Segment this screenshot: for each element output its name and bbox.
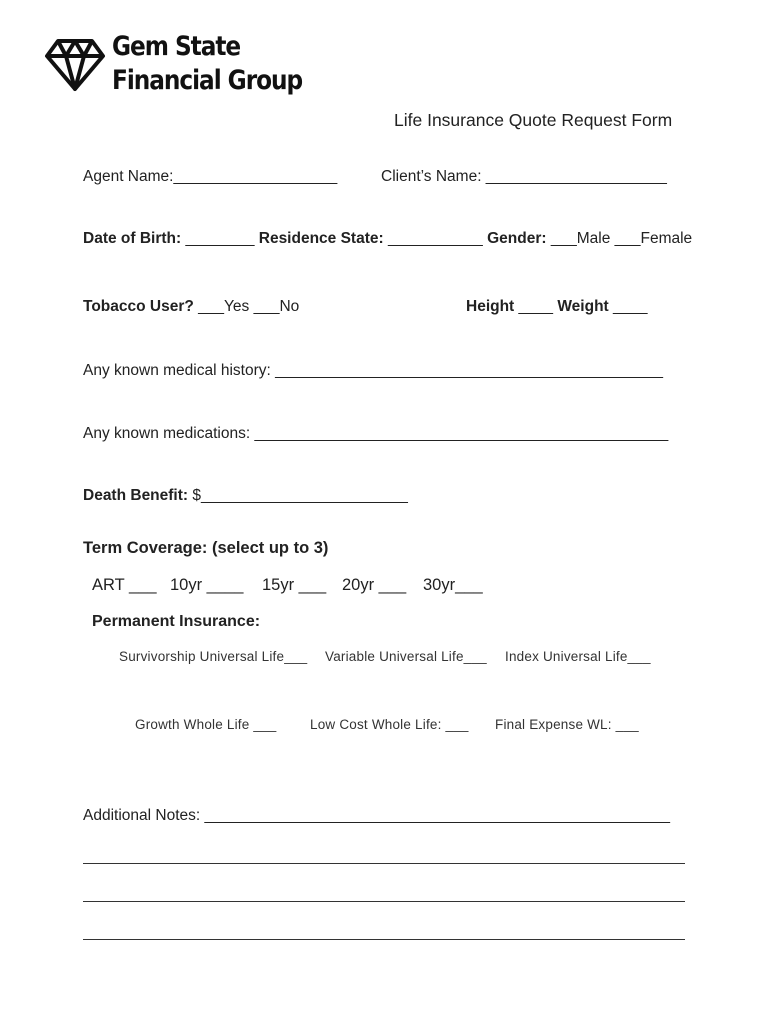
- additional-notes-field[interactable]: Additional Notes: ______________________________________________________: [83, 807, 670, 824]
- brand-name: [112, 30, 302, 98]
- diamond-icon: [44, 38, 106, 92]
- permanent-option-survivorship-ul[interactable]: Survivorship Universal Life___: [119, 649, 308, 664]
- height-label: Height: [466, 298, 515, 315]
- tobacco-options[interactable]: ___Yes ___No: [193, 298, 300, 315]
- term-option-20yr[interactable]: 20yr ___: [342, 576, 407, 594]
- residence-state-label: Residence State:: [258, 230, 384, 247]
- death-benefit-label: Death Benefit:: [83, 487, 189, 504]
- permanent-option-low-cost-wl[interactable]: Low Cost Whole Life: ___: [310, 717, 469, 732]
- notes-line-3[interactable]: [83, 939, 685, 940]
- weight-field[interactable]: ____: [608, 298, 648, 315]
- gender-label: Gender:: [487, 230, 547, 247]
- tobacco-label: Tobacco User?: [83, 298, 194, 315]
- death-benefit-row: [83, 487, 408, 505]
- notes-line-1[interactable]: [83, 863, 685, 864]
- term-option-30yr[interactable]: 30yr___: [423, 576, 483, 594]
- medications-field[interactable]: Any known medications: ________________________________________________: [83, 425, 669, 442]
- term-option-15yr[interactable]: 15yr ___: [262, 576, 327, 594]
- permanent-heading: Permanent Insurance:: [92, 613, 261, 630]
- brand-line-2: Financial Group: [112, 65, 303, 96]
- form-title: Life Insurance Quote Request Form: [394, 110, 673, 130]
- height-weight-row: [466, 298, 648, 316]
- death-benefit-field[interactable]: $________________________: [188, 487, 408, 504]
- permanent-option-final-expense-wl[interactable]: Final Expense WL: ___: [495, 717, 639, 732]
- dob-label: Date of Birth:: [83, 230, 182, 247]
- client-name-field[interactable]: Client’s Name: _____________________: [381, 168, 667, 185]
- term-option-10yr[interactable]: 10yr ____: [170, 576, 244, 594]
- term-coverage-heading: Term Coverage: (select up to 3): [83, 539, 329, 557]
- dob-state-gender-row: [83, 230, 692, 248]
- height-field[interactable]: ____: [514, 298, 558, 315]
- permanent-option-growth-wl[interactable]: Growth Whole Life ___: [135, 717, 277, 732]
- gender-options[interactable]: ___Male ___Female: [546, 230, 693, 247]
- tobacco-row: [83, 298, 299, 316]
- weight-label: Weight: [557, 298, 609, 315]
- brand-line-1: Gem State: [112, 31, 241, 62]
- permanent-option-variable-ul[interactable]: Variable Universal Life___: [325, 649, 487, 664]
- agent-name-field[interactable]: Agent Name:___________________: [83, 168, 338, 185]
- dob-field[interactable]: ________: [181, 230, 259, 247]
- notes-line-2[interactable]: [83, 901, 685, 902]
- permanent-option-index-ul[interactable]: Index Universal Life___: [505, 649, 651, 664]
- medical-history-field[interactable]: Any known medical history: _____________________________________________: [83, 362, 664, 379]
- term-option-art[interactable]: ART ___: [92, 576, 157, 594]
- residence-state-field[interactable]: ___________: [383, 230, 488, 247]
